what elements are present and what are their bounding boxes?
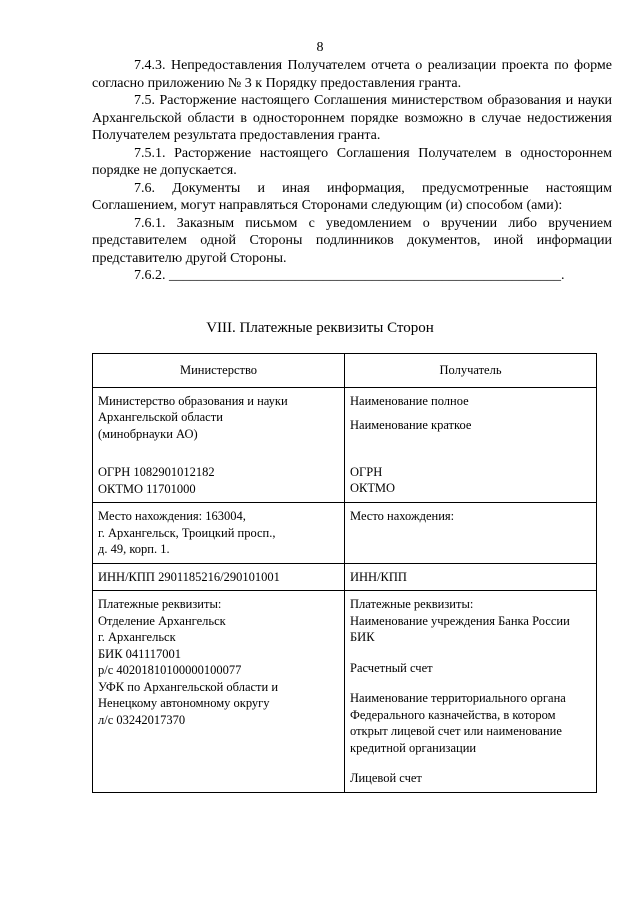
cell-line: г. Архангельск, Троицкий просп., (98, 525, 276, 540)
section-title: VIII. Платежные реквизиты Сторон (206, 320, 434, 336)
cell-line: ИНН/КПП (350, 569, 407, 584)
cell-line: ОГРН (350, 464, 383, 479)
table-row (93, 387, 597, 503)
ministry-bank-cell (93, 591, 345, 793)
cell-line: Наименование учреждения Банка России (350, 613, 570, 628)
cell-line: Платежные реквизиты: (98, 597, 222, 611)
table-row (93, 503, 597, 564)
cell-spacer (350, 409, 592, 417)
cell-line: Ненецкому автономному округу (98, 696, 270, 710)
cell-line: Наименование полное (350, 393, 469, 408)
recipient-name-cell (345, 387, 597, 503)
paragraph-7-5: 7.5. Расторжение настоящего Соглашения министерством образования и науки Архангельской области в одностороннем порядке возможно в случае недостижения Получателем результата предоставления гранта. (92, 93, 612, 143)
recipient-inn-cell (345, 563, 597, 591)
cell-line: Отделение Архангельск (98, 613, 226, 628)
cell-line: Наименование краткое (350, 418, 472, 432)
header-ministry: Министерство (93, 354, 345, 388)
recipient-bank-cell (345, 591, 597, 793)
cell-line: БИК (350, 630, 375, 644)
cell-spacer (350, 456, 592, 464)
ministry-address-cell (93, 503, 345, 564)
paragraph-7-4-3: 7.4.3. Непредоставления Получателем отчета о реализации проекта по форме согласно приложению № 3 к Порядку предоставления гранта. (92, 58, 612, 91)
cell-line: открыт лицевой счет или наименование (350, 724, 562, 738)
cell-line: Федерального казначейства, в котором (350, 707, 556, 722)
header-recipient: Получатель (345, 354, 597, 388)
cell-line: УФК по Архангельской области и (98, 679, 279, 694)
cell-line: БИК 041117001 (98, 646, 181, 661)
cell-spacer (350, 756, 592, 770)
paragraph-7-6-2: 7.6.2. ________________________________________________________. (134, 268, 565, 283)
cell-line: л/с 03242017370 (98, 712, 186, 727)
cell-line: (минобрнауки АО) (98, 426, 198, 441)
cell-line: Платежные реквизиты: (350, 597, 474, 611)
table-row (93, 591, 597, 793)
payment-details-table (92, 353, 597, 793)
cell-line: ОГРН 1082901012182 (98, 465, 215, 479)
cell-line: ОКТМО (350, 481, 395, 495)
agreement-text (92, 57, 612, 285)
recipient-address-cell (345, 503, 597, 564)
cell-line: Наименование территориального органа (350, 691, 566, 705)
cell-line: ИНН/КПП 2901185216/290101001 (98, 569, 280, 584)
cell-line: Лицевой счет (350, 771, 422, 785)
cell-line: Место нахождения: (350, 509, 455, 523)
cell-line: Место нахождения: 163004, (98, 509, 246, 523)
paragraph-7-5-1: 7.5.1. Расторжение настоящего Соглашения Получателем в одностороннем порядке не допускается. (92, 145, 612, 178)
ministry-name-cell (93, 387, 345, 503)
cell-line: Архангельской области (98, 410, 223, 424)
cell-line: Расчетный счет (350, 660, 433, 675)
cell-line: ОКТМО 11701000 (98, 481, 196, 496)
cell-spacer (350, 434, 592, 456)
cell-line: г. Архангельск (98, 630, 176, 644)
paragraph-7-6: 7.6. Документы и иная информация, предусмотренные настоящим Соглашением, могут направляться Сторонами следующим (и) способом (ами): (92, 180, 612, 213)
cell-line: р/с 40201810100000100077 (98, 663, 242, 677)
cell-line: кредитной организации (350, 740, 477, 755)
cell-line: д. 49, корп. 1. (98, 542, 170, 556)
cell-line: Министерство образования и науки (98, 393, 288, 408)
table-header-row (93, 354, 597, 388)
page-number: 8 (316, 40, 324, 55)
cell-spacer (98, 442, 340, 464)
ministry-inn-cell (93, 563, 345, 591)
cell-spacer (350, 676, 592, 690)
paragraph-7-6-1: 7.6.1. Заказным письмом с уведомлением о вручении либо вручением представителем одной Стороны подлинников документов, иной информации представителю другой Стороны. (92, 215, 612, 266)
table-row (93, 563, 597, 591)
cell-spacer (350, 646, 592, 660)
